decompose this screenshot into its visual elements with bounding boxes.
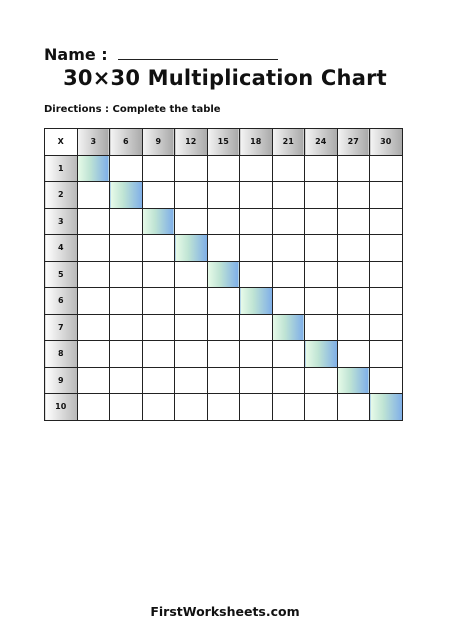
answer-cell[interactable] <box>370 367 403 394</box>
table-row <box>45 341 403 368</box>
table-row <box>45 394 403 421</box>
answer-cell[interactable] <box>142 367 175 394</box>
answer-cell[interactable] <box>77 208 110 235</box>
answer-cell[interactable] <box>175 208 208 235</box>
answer-cell[interactable] <box>77 288 110 315</box>
row-header: 5 <box>45 261 78 288</box>
diagonal-answer-cell[interactable] <box>305 341 338 368</box>
answer-cell[interactable] <box>110 394 143 421</box>
table-row <box>45 367 403 394</box>
answer-cell[interactable] <box>370 208 403 235</box>
answer-cell[interactable] <box>272 182 305 209</box>
page-title: 30×30 Multiplication Chart <box>63 66 387 90</box>
answer-cell[interactable] <box>110 288 143 315</box>
answer-cell[interactable] <box>240 314 273 341</box>
table-row <box>45 208 403 235</box>
answer-cell[interactable] <box>110 261 143 288</box>
answer-cell[interactable] <box>272 261 305 288</box>
diagonal-answer-cell[interactable] <box>337 367 370 394</box>
answer-cell[interactable] <box>77 235 110 262</box>
answer-cell[interactable] <box>175 182 208 209</box>
diagonal-answer-cell[interactable] <box>175 235 208 262</box>
table-row <box>45 182 403 209</box>
answer-cell[interactable] <box>175 261 208 288</box>
name-label: Name : <box>44 45 108 64</box>
answer-cell[interactable] <box>77 182 110 209</box>
answer-cell[interactable] <box>110 235 143 262</box>
answer-cell[interactable] <box>240 182 273 209</box>
answer-cell[interactable] <box>272 394 305 421</box>
answer-cell[interactable] <box>337 155 370 182</box>
answer-cell[interactable] <box>370 341 403 368</box>
column-header: 27 <box>337 129 370 156</box>
answer-cell[interactable] <box>142 261 175 288</box>
answer-cell[interactable] <box>110 341 143 368</box>
diagonal-answer-cell[interactable] <box>77 155 110 182</box>
row-header: 9 <box>45 367 78 394</box>
answer-cell[interactable] <box>240 155 273 182</box>
diagonal-answer-cell[interactable] <box>370 394 403 421</box>
answer-cell[interactable] <box>240 208 273 235</box>
answer-cell[interactable] <box>240 367 273 394</box>
answer-cell[interactable] <box>77 314 110 341</box>
answer-cell[interactable] <box>305 182 338 209</box>
answer-cell[interactable] <box>272 235 305 262</box>
answer-cell[interactable] <box>305 367 338 394</box>
answer-cell[interactable] <box>207 341 240 368</box>
answer-cell[interactable] <box>142 155 175 182</box>
table-row <box>45 314 403 341</box>
answer-cell[interactable] <box>370 261 403 288</box>
answer-cell[interactable] <box>305 261 338 288</box>
answer-cell[interactable] <box>207 182 240 209</box>
answer-cell[interactable] <box>207 288 240 315</box>
answer-cell[interactable] <box>272 288 305 315</box>
answer-cell[interactable] <box>77 341 110 368</box>
answer-cell[interactable] <box>110 155 143 182</box>
answer-cell[interactable] <box>110 367 143 394</box>
answer-cell[interactable] <box>305 155 338 182</box>
answer-cell[interactable] <box>337 394 370 421</box>
answer-cell[interactable] <box>337 261 370 288</box>
answer-cell[interactable] <box>337 235 370 262</box>
answer-cell[interactable] <box>175 367 208 394</box>
diagonal-answer-cell[interactable] <box>240 288 273 315</box>
answer-cell[interactable] <box>370 314 403 341</box>
header-row <box>45 129 403 156</box>
row-header: 8 <box>45 341 78 368</box>
answer-cell[interactable] <box>305 314 338 341</box>
answer-cell[interactable] <box>272 341 305 368</box>
answer-cell[interactable] <box>337 208 370 235</box>
table-body <box>45 155 403 420</box>
answer-cell[interactable] <box>142 288 175 315</box>
answer-cell[interactable] <box>175 394 208 421</box>
answer-cell[interactable] <box>175 314 208 341</box>
answer-cell[interactable] <box>207 235 240 262</box>
answer-cell[interactable] <box>142 235 175 262</box>
answer-cell[interactable] <box>240 341 273 368</box>
answer-cell[interactable] <box>77 367 110 394</box>
row-header: 7 <box>45 314 78 341</box>
answer-cell[interactable] <box>175 288 208 315</box>
answer-cell[interactable] <box>305 208 338 235</box>
row-header: 6 <box>45 288 78 315</box>
row-header: 2 <box>45 182 78 209</box>
column-header: 30 <box>370 129 403 156</box>
row-header: 3 <box>45 208 78 235</box>
table-row <box>45 235 403 262</box>
answer-cell[interactable] <box>337 288 370 315</box>
answer-cell[interactable] <box>305 288 338 315</box>
diagonal-answer-cell[interactable] <box>110 182 143 209</box>
answer-cell[interactable] <box>207 394 240 421</box>
answer-cell[interactable] <box>175 155 208 182</box>
answer-cell[interactable] <box>207 314 240 341</box>
answer-cell[interactable] <box>370 235 403 262</box>
column-header: 12 <box>175 129 208 156</box>
answer-cell[interactable] <box>305 394 338 421</box>
answer-cell[interactable] <box>272 367 305 394</box>
column-header: 9 <box>142 129 175 156</box>
answer-cell[interactable] <box>207 208 240 235</box>
table-row <box>45 155 403 182</box>
answer-cell[interactable] <box>110 314 143 341</box>
diagonal-answer-cell[interactable] <box>272 314 305 341</box>
name-blank-line[interactable] <box>118 59 278 60</box>
answer-cell[interactable] <box>142 314 175 341</box>
multiplication-table <box>44 128 403 421</box>
answer-cell[interactable] <box>207 367 240 394</box>
directions-text: Directions : Complete the table <box>44 104 221 115</box>
answer-cell[interactable] <box>272 208 305 235</box>
answer-cell[interactable] <box>272 155 305 182</box>
footer-site-name: FirstWorksheets.com <box>150 604 300 619</box>
diagonal-answer-cell[interactable] <box>142 208 175 235</box>
answer-cell[interactable] <box>240 261 273 288</box>
answer-cell[interactable] <box>370 182 403 209</box>
column-header: 24 <box>305 129 338 156</box>
answer-cell[interactable] <box>77 394 110 421</box>
answer-cell[interactable] <box>240 394 273 421</box>
answer-cell[interactable] <box>337 314 370 341</box>
answer-cell[interactable] <box>142 394 175 421</box>
answer-cell[interactable] <box>370 155 403 182</box>
answer-cell[interactable] <box>207 155 240 182</box>
row-header: 1 <box>45 155 78 182</box>
table-row <box>45 261 403 288</box>
answer-cell[interactable] <box>240 235 273 262</box>
column-header: 15 <box>207 129 240 156</box>
table-row <box>45 288 403 315</box>
answer-cell[interactable] <box>175 341 208 368</box>
corner-cell: X <box>45 129 78 156</box>
column-header: 3 <box>77 129 110 156</box>
row-header: 4 <box>45 235 78 262</box>
answer-cell[interactable] <box>110 208 143 235</box>
answer-cell[interactable] <box>305 235 338 262</box>
answer-cell[interactable] <box>77 261 110 288</box>
name-field-row <box>44 42 278 64</box>
answer-cell[interactable] <box>370 288 403 315</box>
answer-cell[interactable] <box>337 341 370 368</box>
column-header: 21 <box>272 129 305 156</box>
answer-cell[interactable] <box>337 182 370 209</box>
answer-cell[interactable] <box>142 182 175 209</box>
row-header: 10 <box>45 394 78 421</box>
answer-cell[interactable] <box>142 341 175 368</box>
diagonal-answer-cell[interactable] <box>207 261 240 288</box>
column-header: 6 <box>110 129 143 156</box>
column-header: 18 <box>240 129 273 156</box>
